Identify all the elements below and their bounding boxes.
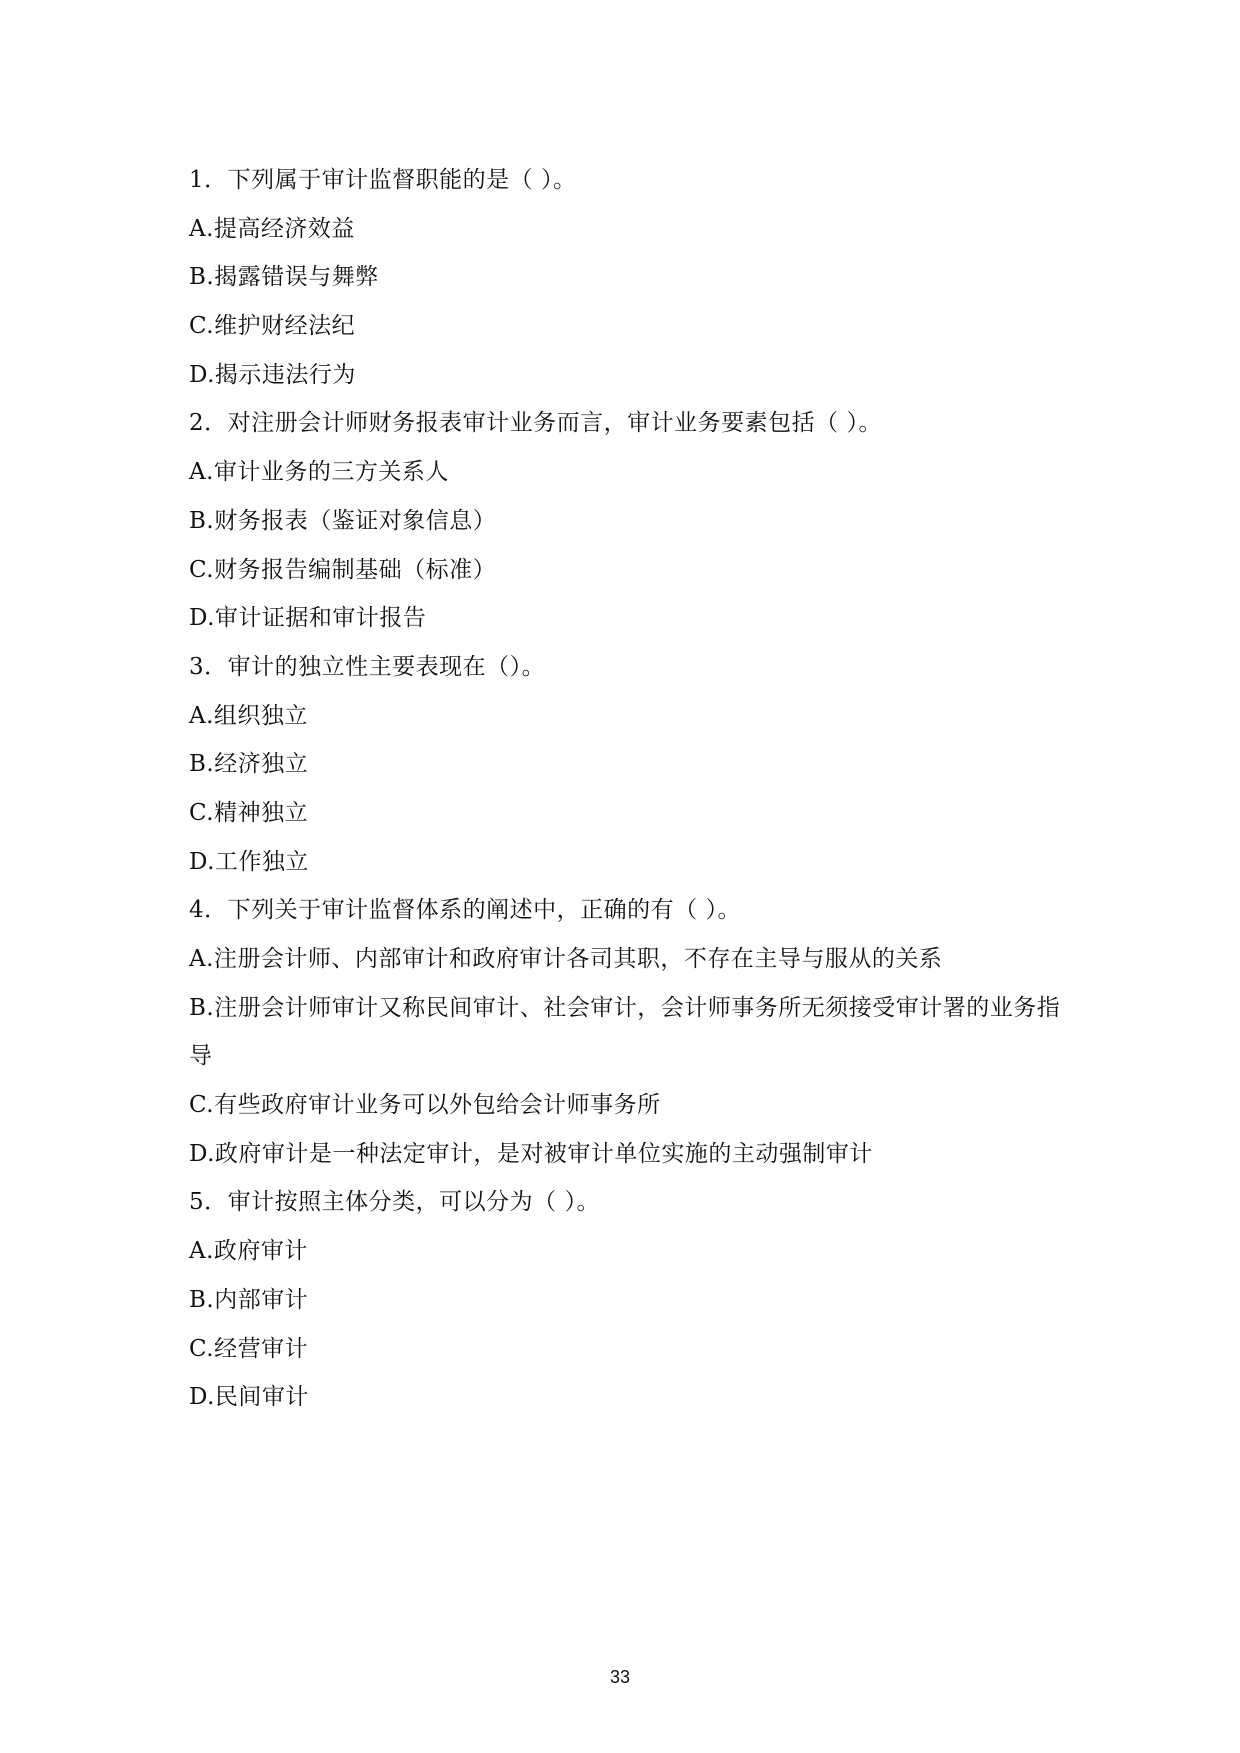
question-stem: 5．审计按照主体分类，可以分为（ ）。 xyxy=(189,1189,600,1216)
option-a: A.组织独立 xyxy=(189,702,308,729)
option-a: A.注册会计师、内部审计和政府审计各司其职，不存在主导与服从的关系 xyxy=(189,946,943,972)
option-b: B.揭露错误与舞弊 xyxy=(189,264,379,291)
option-c: C.经营审计 xyxy=(189,1335,309,1362)
option-d: D.揭示违法行为 xyxy=(189,361,356,388)
option-a: A.政府审计 xyxy=(189,1238,308,1265)
page-number: 33 xyxy=(609,1667,631,1687)
option-d: D.审计证据和审计报告 xyxy=(189,605,427,632)
option-d: D.民间审计 xyxy=(189,1384,309,1411)
option-b: B.内部审计 xyxy=(189,1286,309,1313)
question-stem: 3．审计的独立性主要表现在（）。 xyxy=(189,653,546,680)
option-b: B.注册会计师审计又称民间审计、社会审计，会计师事务所无须接受审计署的业务指导 xyxy=(189,994,1061,1070)
question-stem: 2．对注册会计师财务报表审计业务而言，审计业务要素包括（ ）。 xyxy=(189,410,882,437)
option-a: A.提高经济效益 xyxy=(189,215,355,242)
option-b: B.财务报表（鉴证对象信息） xyxy=(189,507,497,534)
option-a: A.审计业务的三方关系人 xyxy=(189,459,449,486)
option-c: C.精神独立 xyxy=(189,799,309,826)
option-d: D.工作独立 xyxy=(189,848,309,875)
question-stem: 4．下列关于审计监督体系的阐述中，正确的有（ ）。 xyxy=(189,897,741,924)
question-block xyxy=(189,399,1069,642)
option-c: C.维护财经法纪 xyxy=(189,313,356,340)
question-list xyxy=(189,156,1069,1422)
question-block xyxy=(189,886,1069,1178)
question-block xyxy=(189,156,1069,399)
option-b: B.经济独立 xyxy=(189,751,309,778)
option-c: C.有些政府审计业务可以外包给会计师事务所 xyxy=(189,1092,661,1119)
question-block xyxy=(189,643,1069,886)
question-block xyxy=(189,1178,1069,1421)
option-d: D.政府审计是一种法定审计，是对被审计单位实施的主动强制审计 xyxy=(189,1140,873,1167)
question-stem: 1．下列属于审计监督职能的是（ ）。 xyxy=(189,167,577,193)
option-c: C.财务报告编制基础（标准） xyxy=(189,556,497,583)
